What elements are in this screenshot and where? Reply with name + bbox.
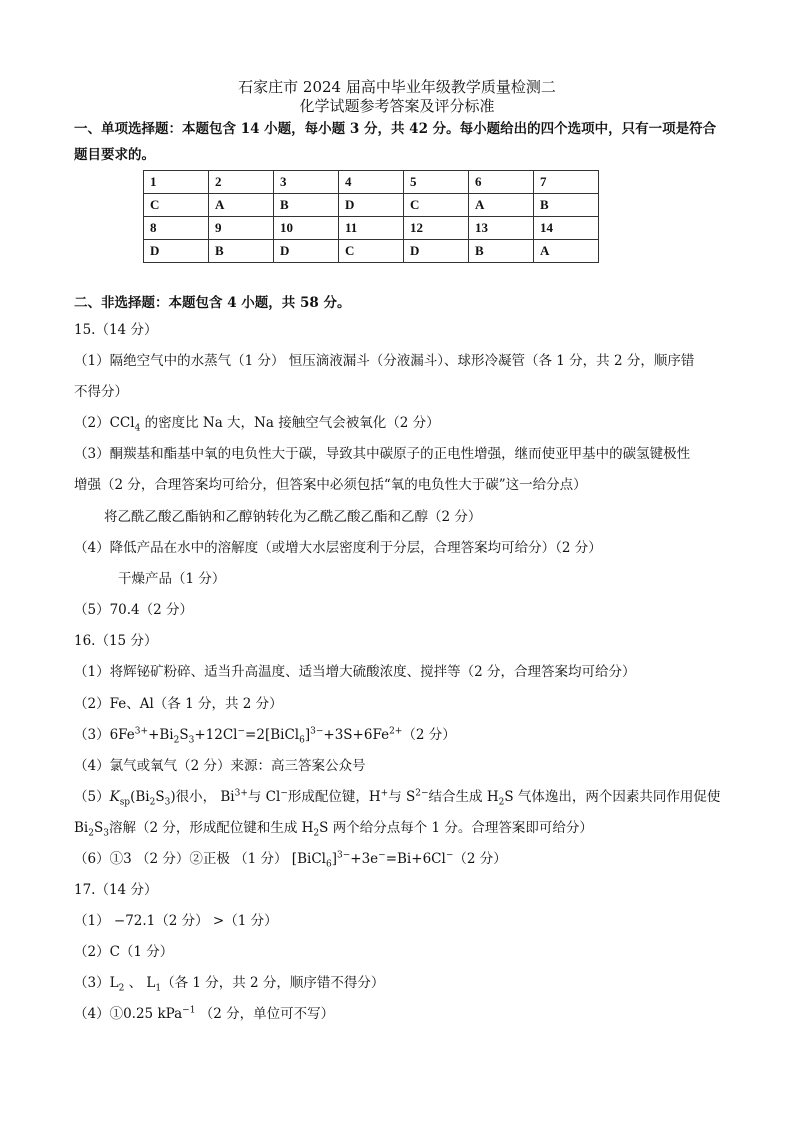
q17-part3: $(3)L_2$ 、 $L_1$（各 1 分，共 2 分，顺序错不得分）	[74, 975, 385, 994]
answer-table-cell: 3	[274, 171, 339, 194]
document-title: 石家庄市 2024 届高中毕业年级教学质量检测二	[238, 78, 556, 96]
answer-table-cell: B	[274, 194, 339, 217]
answer-table-cell: 4	[339, 171, 404, 194]
answer-table-cell: 14	[534, 217, 599, 240]
answer-table-cell: 7	[534, 171, 599, 194]
answer-table-cell: D	[339, 194, 404, 217]
answer-table-number-row	[144, 171, 599, 194]
q16-part3-equation: $(3)6Fe^{3+}+Bi_2S_3+12Cl^-=2[BiCl_6]^{3-}+3S+6Fe^{2+}(2$ 分）	[74, 726, 456, 746]
q17-part1: （1） −72.1（2 分） >（1 分）	[74, 913, 278, 929]
q16-part1: （1）将辉铋矿粉碎、适当升高温度、适当增大硫酸浓度、搅拌等（2 分，合理答案均可给分）	[74, 664, 636, 680]
answer-table-cell: C	[404, 194, 469, 217]
q15-part1-cont: 不得分）	[74, 384, 128, 400]
q17-title: 17.（14 分）	[74, 882, 158, 898]
answer-table-cell: 8	[144, 217, 209, 240]
answer-table-cell: A	[209, 194, 274, 217]
answer-table-cell: D	[274, 240, 339, 263]
answer-table-cell: 2	[209, 171, 274, 194]
answer-table-answer-row	[144, 194, 599, 217]
answer-table-cell: A	[534, 240, 599, 263]
q15-part3: （3）酮羰基和酯基中氧的电负性大于碳，导致其中碳原子的正电性增强，继而使亚甲基中的碳氢键极性	[74, 446, 691, 462]
q15-part2: （2）CCl$_4$ 的密度比 Na 大，Na 接触空气会被氧化（2 分）	[74, 415, 440, 434]
answer-table-cell: 11	[339, 217, 404, 240]
document-subtitle: 化学试题参考答案及评分标准	[299, 97, 495, 115]
answer-table-answer-row	[144, 240, 599, 263]
q15-part3-cont: 增强（2 分，合理答案均可给分，但答案中必须包括“氧的电负性大于碳”这一给分点）	[74, 477, 587, 493]
q15-part1: （1）隔绝空气中的水蒸气（1 分） 恒压滴液漏斗（分液漏斗）、球形冷凝管（各 1 分，共 2 分，顺序错	[74, 353, 695, 369]
answer-table-cell: D	[144, 240, 209, 263]
q17-part2: （2）C（1 分）	[74, 944, 174, 960]
section2-heading: 二、非选择题：本题包含 4 小题，共 58 分。	[74, 295, 351, 311]
q15-part4-answer2: 干燥产品（1 分）	[118, 571, 226, 587]
answer-table-cell: 5	[404, 171, 469, 194]
q15-part3-answer2: 将乙酰乙酸乙酯钠和乙醇钠转化为乙酰乙酸乙酯和乙醇（2 分）	[104, 509, 482, 525]
answer-table-cell: 12	[404, 217, 469, 240]
q16-part5-cont: $Bi_2S_3$溶解（2 分，形成配位键和生成 $H_2S$ 两个给分点每个 1 分。合理答案即可给分）	[74, 820, 593, 839]
q17-part4: （4）①0.25 kPa$^{-1}$ （2 分，单位可不写）	[74, 1005, 335, 1022]
answer-table-cell: A	[469, 194, 534, 217]
answer-table-cell: 13	[469, 217, 534, 240]
answer-table-cell: B	[469, 240, 534, 263]
q16-part2: （2）Fe、Al（各 1 分，共 2 分）	[74, 696, 283, 712]
answer-table-cell: B	[209, 240, 274, 263]
q15-part4: （4）降低产品在水中的溶解度（或增大水层密度利于分层，合理答案均可给分）（2 分）	[74, 540, 602, 556]
q16-title: 16.（15 分）	[74, 633, 158, 649]
answer-table-cell: C	[144, 194, 209, 217]
q16-part4: （4）氯气或氧气（2 分）来源：高三答案公众号	[74, 758, 366, 774]
answer-table	[143, 170, 599, 263]
answer-table-cell: 1	[144, 171, 209, 194]
section1-heading-cont: 题目要求的。	[74, 147, 155, 163]
answer-table-cell: 6	[469, 171, 534, 194]
q15-title: 15.（14 分）	[74, 322, 158, 338]
q16-part5: $(5)K_{sp}(Bi_2S_3)$很小， $Bi^{3+}$与 Cl−形成配位键，H+与 $S^{2-}$结合生成 $H_2S$ 气体逸出，两个因素共同作用促使	[74, 788, 721, 808]
q16-part6: （6）①3 （2 分）②正极 （1 分） [BiCl$_6$]$^{3-}$+3e−=Bi+6Cl−（2 分）	[74, 850, 507, 870]
answer-table-cell: 10	[274, 217, 339, 240]
answer-table-cell: C	[339, 240, 404, 263]
section1-heading: 一、单项选择题：本题包含 14 小题，每小题 3 分，共 42 分。每小题给出的四个选项中，只有一项是符合	[74, 121, 717, 137]
answer-table-cell: 9	[209, 217, 274, 240]
answer-table-cell: D	[404, 240, 469, 263]
answer-table-cell: B	[534, 194, 599, 217]
q15-part5: （5）70.4（2 分）	[74, 602, 194, 618]
answer-table-number-row	[144, 217, 599, 240]
